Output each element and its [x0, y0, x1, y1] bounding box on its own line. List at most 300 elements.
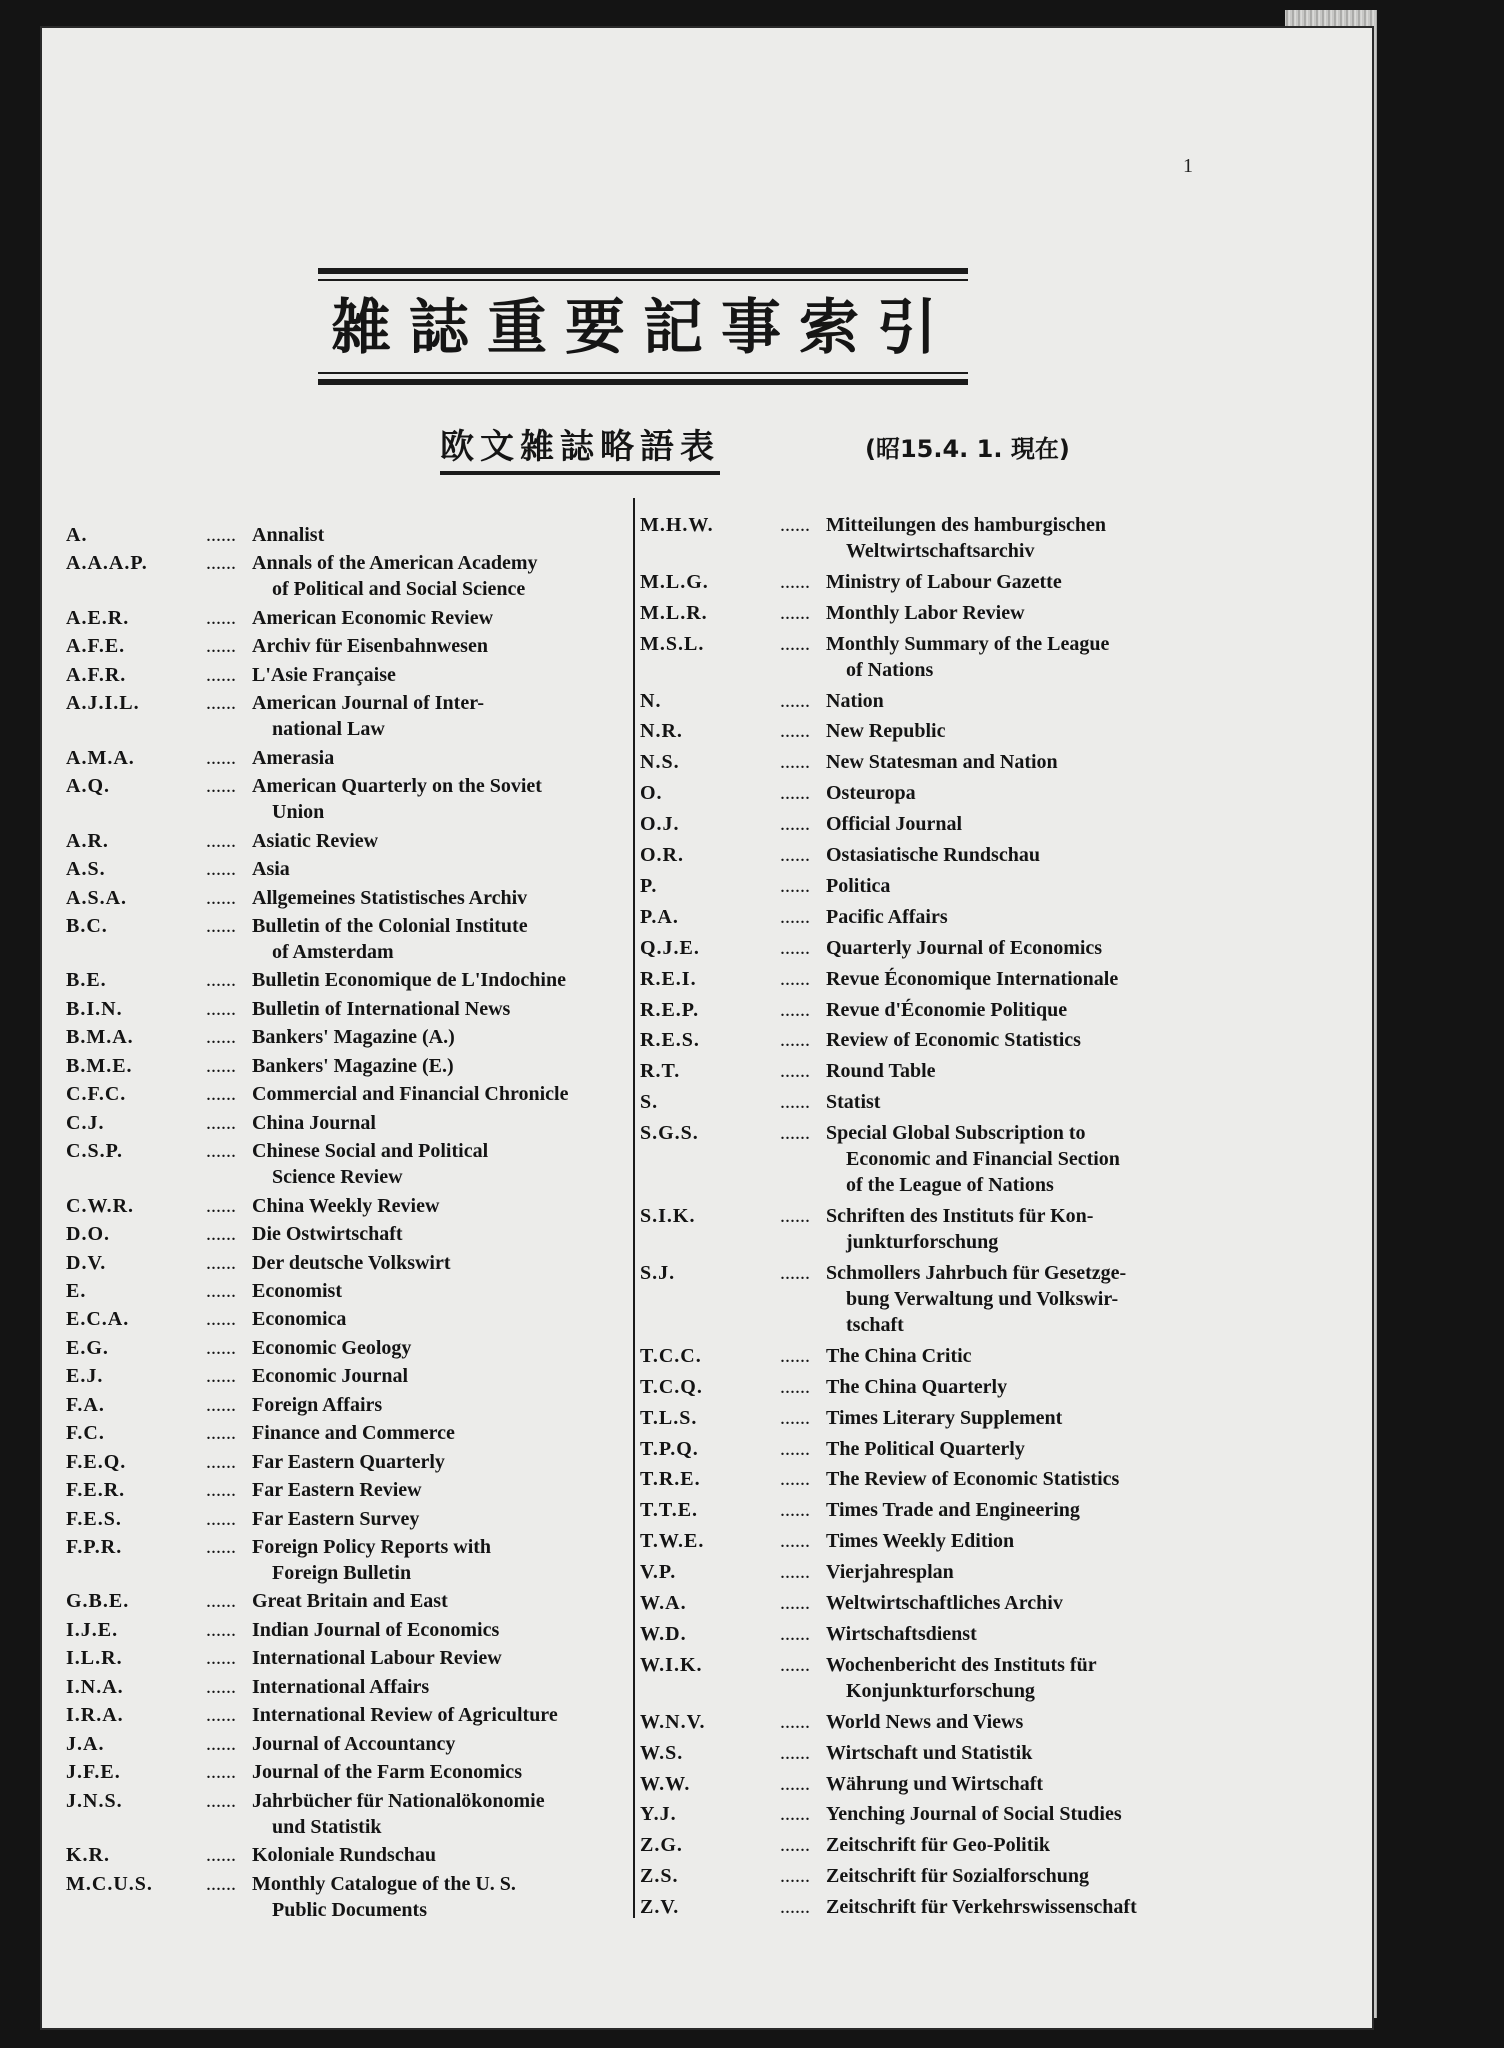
abbreviation-entry [66, 633, 634, 659]
journal-full-title: Annalist [252, 524, 325, 546]
abbreviation-entry [66, 773, 634, 825]
journal-full-title: Official Journal [826, 813, 963, 835]
abbreviation-entry [640, 1260, 1240, 1338]
leader-dots: ...... [206, 1252, 236, 1274]
abbreviation-entry [66, 1110, 634, 1136]
leader-dots: ...... [206, 1308, 236, 1330]
abbreviation-entry [66, 550, 634, 602]
abbreviation-code: T.W.E. [640, 1530, 705, 1552]
journal-full-title: Vierjahresplan [826, 1561, 954, 1583]
abbreviation-code: A.S. [66, 858, 106, 880]
abbreviation-code: S. [640, 1091, 659, 1113]
leader-dots: ...... [780, 751, 810, 773]
abbreviation-code: O.J. [640, 813, 680, 835]
leader-dots: ...... [206, 1704, 236, 1726]
journal-full-title: Osteuropa [826, 782, 916, 804]
journal-full-title: Bulletin Economique de L'Indochine [252, 969, 566, 991]
abbreviation-entry [66, 913, 634, 965]
leader-dots: ...... [780, 1345, 810, 1367]
journal-full-title: Zeitschrift für Sozialforschung [826, 1865, 1089, 1887]
leader-dots: ...... [780, 1060, 810, 1082]
abbreviation-code: O.R. [640, 844, 684, 866]
leader-dots: ...... [206, 1733, 236, 1755]
abbreviation-entry [66, 828, 634, 854]
journal-full-title: Monthly Catalogue of the U. S. Public Documents [252, 1873, 516, 1921]
leader-dots: ...... [780, 1623, 810, 1645]
abbreviation-entry [640, 569, 1240, 595]
leader-dots: ...... [206, 1280, 236, 1302]
leader-dots: ...... [206, 1026, 236, 1048]
journal-full-title: Wochenbericht des Instituts für Konjunkturforschung [826, 1654, 1097, 1702]
leader-dots: ...... [780, 1742, 810, 1764]
leader-dots: ...... [206, 775, 236, 797]
abbreviation-code: M.L.R. [640, 602, 708, 624]
leader-dots: ...... [206, 1365, 236, 1387]
abbreviation-code: S.G.S. [640, 1122, 699, 1144]
abbreviation-entry [66, 605, 634, 631]
abbreviation-entry [640, 1343, 1240, 1369]
journal-full-title: Journal of Accountancy [252, 1733, 456, 1755]
abbreviation-entry [640, 1740, 1240, 1766]
abbreviation-code: T.C.C. [640, 1345, 702, 1367]
abbreviation-code: I.J.E. [66, 1619, 119, 1641]
leader-dots: ...... [780, 813, 810, 835]
abbreviation-entry [66, 522, 634, 548]
leader-dots: ...... [206, 830, 236, 852]
journal-full-title: Schriften des Instituts für Kon- junkturforschung [826, 1205, 1094, 1253]
abbreviation-code: E. [66, 1280, 87, 1302]
abbreviation-entry [66, 1506, 634, 1532]
journal-full-title: Bankers' Magazine (E.) [252, 1055, 454, 1077]
abbreviation-entry [640, 811, 1240, 837]
leader-dots: ...... [780, 1091, 810, 1113]
leader-dots: ...... [206, 1873, 236, 1895]
abbreviation-entry [640, 1497, 1240, 1523]
abbreviation-code: D.O. [66, 1223, 110, 1245]
page-number: 1 [1183, 155, 1193, 177]
abbreviation-code: R.E.I. [640, 968, 697, 990]
abbreviation-code: A. [66, 524, 88, 546]
abbreviation-entry [640, 842, 1240, 868]
leader-dots: ...... [206, 1590, 236, 1612]
abbreviation-entry [640, 1027, 1240, 1053]
abbreviation-entry [66, 662, 634, 688]
abbreviation-entry [66, 1335, 634, 1361]
abbreviation-entry [66, 1534, 634, 1586]
abbreviation-code: R.E.P. [640, 999, 700, 1021]
journal-full-title: Annals of the American Academy of Political and Social Science [252, 552, 538, 600]
leader-dots: ...... [206, 607, 236, 629]
abbreviation-entry [640, 1058, 1240, 1084]
abbreviation-entry [640, 873, 1240, 899]
abbreviation-code: A.R. [66, 830, 109, 852]
abbreviation-code: W.D. [640, 1623, 687, 1645]
leader-dots: ...... [206, 887, 236, 909]
leader-dots: ...... [206, 1790, 236, 1812]
journal-full-title: Monthly Summary of the League of Nations [826, 633, 1110, 681]
journal-full-title: Politica [826, 875, 891, 897]
abbreviation-entry [640, 1832, 1240, 1858]
abbreviation-entry [66, 1420, 634, 1446]
leader-dots: ...... [780, 1122, 810, 1144]
journal-full-title: New Republic [826, 720, 946, 742]
abbreviation-entry [66, 1842, 634, 1868]
leader-dots: ...... [206, 552, 236, 574]
journal-full-title: Times Weekly Edition [826, 1530, 1015, 1552]
journal-full-title: Yenching Journal of Social Studies [826, 1803, 1122, 1825]
abbreviation-entry [640, 1709, 1240, 1735]
abbreviation-entry [640, 1528, 1240, 1554]
journal-full-title: Times Trade and Engineering [826, 1499, 1080, 1521]
abbreviation-entry [640, 1405, 1240, 1431]
journal-full-title: Asiatic Review [252, 830, 379, 852]
abbreviation-code: F.E.Q. [66, 1451, 127, 1473]
journal-full-title: Commercial and Financial Chronicle [252, 1083, 569, 1105]
abbreviation-code: F.P.R. [66, 1536, 123, 1558]
abbreviation-code: W.N.V. [640, 1711, 706, 1733]
journal-full-title: Finance and Commerce [252, 1422, 455, 1444]
abbreviation-entry [640, 718, 1240, 744]
leader-dots: ...... [780, 1803, 810, 1825]
abbreviation-code: T.C.Q. [640, 1376, 703, 1398]
title-rule-bottom [318, 372, 968, 385]
abbreviation-code: B.C. [66, 915, 108, 937]
abbreviation-entry [640, 1374, 1240, 1400]
leader-dots: ...... [206, 1508, 236, 1530]
journal-full-title: Allgemeines Statistisches Archiv [252, 887, 528, 909]
abbreviation-entry [640, 1894, 1240, 1920]
leader-dots: ...... [780, 1205, 810, 1227]
leader-dots: ...... [780, 1834, 810, 1856]
abbreviation-code: E.J. [66, 1365, 104, 1387]
leader-dots: ...... [780, 1499, 810, 1521]
abbreviation-code: T.T.E. [640, 1499, 699, 1521]
leader-dots: ...... [206, 915, 236, 937]
abbreviation-entry [640, 1466, 1240, 1492]
leader-dots: ...... [206, 524, 236, 546]
subtitle: 欧文雑誌略語表 [440, 425, 720, 475]
leader-dots: ...... [206, 1479, 236, 1501]
abbreviation-entry [66, 967, 634, 993]
leader-dots: ...... [206, 1083, 236, 1105]
main-title: 雑誌重要記事索引 [331, 293, 955, 363]
abbreviation-entry [66, 1278, 634, 1304]
abbreviation-entry [66, 996, 634, 1022]
journal-full-title: International Affairs [252, 1676, 430, 1698]
abbreviation-entry [66, 1788, 634, 1840]
journal-full-title: Economic Journal [252, 1365, 409, 1387]
abbreviation-entry [66, 1588, 634, 1614]
abbreviation-code: I.N.A. [66, 1676, 124, 1698]
abbreviation-entry [66, 1081, 634, 1107]
abbreviation-code: A.E.R. [66, 607, 130, 629]
abbreviation-code: I.R.A. [66, 1704, 124, 1726]
leader-dots: ...... [206, 635, 236, 657]
abbreviation-entry [640, 1863, 1240, 1889]
abbreviation-code: V.P. [640, 1561, 677, 1583]
journal-full-title: Der deutsche Volkswirt [252, 1252, 451, 1274]
abbreviation-entry [640, 904, 1240, 930]
leader-dots: ...... [780, 1438, 810, 1460]
rule-thick [318, 379, 968, 385]
journal-full-title: Far Eastern Review [252, 1479, 422, 1501]
abbreviation-entry [640, 1771, 1240, 1797]
journal-full-title: Great Britain and East [252, 1590, 448, 1612]
abbreviation-code: B.M.A. [66, 1026, 134, 1048]
abbreviation-entry [640, 780, 1240, 806]
abbreviation-code: F.E.R. [66, 1479, 126, 1501]
journal-full-title: International Labour Review [252, 1647, 502, 1669]
journal-full-title: Wirtschaftsdienst [826, 1623, 977, 1645]
journal-full-title: Zeitschrift für Geo-Politik [826, 1834, 1051, 1856]
journal-full-title: Pacific Affairs [826, 906, 948, 928]
abbreviation-code: M.L.G. [640, 571, 709, 593]
abbreviation-code: O. [640, 782, 663, 804]
abbreviation-entry [640, 1559, 1240, 1585]
abbreviation-code: R.T. [640, 1060, 681, 1082]
journal-full-title: Monthly Labor Review [826, 602, 1025, 624]
abbreviation-code: Z.V. [640, 1896, 680, 1918]
journal-full-title: Quarterly Journal of Economics [826, 937, 1103, 959]
journal-full-title: Weltwirtschaftliches Archiv [826, 1592, 1063, 1614]
abbreviation-code: A.A.A.P. [66, 552, 148, 574]
abbreviation-code: Q.J.E. [640, 937, 700, 959]
leader-dots: ...... [780, 690, 810, 712]
leader-dots: ...... [780, 1865, 810, 1887]
journal-full-title: Economist [252, 1280, 342, 1302]
leader-dots: ...... [780, 1376, 810, 1398]
abbreviation-code: Z.S. [640, 1865, 679, 1887]
abbreviation-entry [66, 1250, 634, 1276]
abbreviation-code: A.S.A. [66, 887, 128, 909]
abbreviation-code: B.M.E. [66, 1055, 133, 1077]
leader-dots: ...... [780, 514, 810, 536]
leader-dots: ...... [780, 1592, 810, 1614]
abbreviation-code: N.S. [640, 751, 680, 773]
abbreviation-entry [66, 1645, 634, 1671]
journal-full-title: Economic Geology [252, 1337, 412, 1359]
abbreviation-entry [66, 885, 634, 911]
abbreviation-entry [66, 1477, 634, 1503]
leader-dots: ...... [206, 1140, 236, 1162]
leader-dots: ...... [206, 1451, 236, 1473]
journal-full-title: The Review of Economic Statistics [826, 1468, 1120, 1490]
abbreviation-entry [640, 997, 1240, 1023]
leader-dots: ...... [206, 1055, 236, 1077]
journal-full-title: Mitteilungen des hamburgischen Weltwirtschaftsarchiv [826, 514, 1107, 562]
abbreviation-code: E.C.A. [66, 1308, 130, 1330]
leader-dots: ...... [206, 858, 236, 880]
leader-dots: ...... [780, 937, 810, 959]
abbreviation-code: T.R.E. [640, 1468, 701, 1490]
rule-thin [318, 372, 968, 374]
abbreviation-code: A.M.A. [66, 747, 135, 769]
journal-full-title: The China Quarterly [826, 1376, 1008, 1398]
journal-full-title: Revue Économique Internationale [826, 968, 1119, 990]
leader-dots: ...... [780, 875, 810, 897]
journal-full-title: Far Eastern Quarterly [252, 1451, 445, 1473]
abbreviation-entry [66, 1731, 634, 1757]
abbreviation-entry [66, 856, 634, 882]
journal-full-title: Bulletin of the Colonial Institute of Amsterdam [252, 915, 528, 963]
journal-full-title: Journal of the Farm Economics [252, 1761, 522, 1783]
abbreviation-code: T.P.Q. [640, 1438, 699, 1460]
abbreviation-entry [66, 1617, 634, 1643]
leader-dots: ...... [206, 1844, 236, 1866]
journal-full-title: Koloniale Rundschau [252, 1844, 436, 1866]
journal-full-title: American Journal of Inter- national Law [252, 692, 484, 740]
abbreviation-code: W.S. [640, 1742, 684, 1764]
abbreviation-code: G.B.E. [66, 1590, 130, 1612]
journal-full-title: Special Global Subscription to Economic and Financial Section of the League of Nations [826, 1122, 1120, 1196]
leader-dots: ...... [206, 1337, 236, 1359]
journal-full-title: Schmollers Jahrbuch für Gesetzge- bung Verwaltung und Volkswir- tschaft [826, 1262, 1127, 1336]
journal-full-title: Indian Journal of Economics [252, 1619, 500, 1641]
abbreviation-code: F.A. [66, 1394, 105, 1416]
leader-dots: ...... [206, 1195, 236, 1217]
journal-full-title: China Journal [252, 1112, 376, 1134]
leader-dots: ...... [780, 1896, 810, 1918]
leader-dots: ...... [780, 1561, 810, 1583]
leader-dots: ...... [206, 1112, 236, 1134]
abbreviation-code: P. [640, 875, 658, 897]
abbreviation-code: C.S.P. [66, 1140, 123, 1162]
abbreviation-code: E.G. [66, 1337, 109, 1359]
leader-dots: ...... [780, 1029, 810, 1051]
abbreviation-code: B.E. [66, 969, 107, 991]
abbreviation-entry [640, 1436, 1240, 1462]
leader-dots: ...... [780, 1407, 810, 1429]
leader-dots: ...... [780, 1530, 810, 1552]
abbreviation-entry [66, 745, 634, 771]
date-note: (昭15.4. 1. 現在) [865, 435, 1070, 463]
abbreviation-code: T.L.S. [640, 1407, 698, 1429]
abbreviation-code: A.J.I.L. [66, 692, 140, 714]
rule-thin [318, 279, 968, 281]
abbreviation-entry [66, 1024, 634, 1050]
rule-thick [318, 268, 968, 274]
leader-dots: ...... [780, 999, 810, 1021]
abbreviation-entry [640, 1652, 1240, 1704]
journal-full-title: Amerasia [252, 747, 335, 769]
journal-full-title: Bulletin of International News [252, 998, 511, 1020]
abbreviation-code: Z.G. [640, 1834, 683, 1856]
journal-full-title: Ostasiatische Rundschau [826, 844, 1040, 866]
abbreviation-code: B.I.N. [66, 998, 123, 1020]
abbreviation-code: F.C. [66, 1422, 105, 1444]
leader-dots: ...... [206, 969, 236, 991]
abbreviation-code: P.A. [640, 906, 679, 928]
leader-dots: ...... [206, 1676, 236, 1698]
journal-full-title: New Statesman and Nation [826, 751, 1058, 773]
leader-dots: ...... [780, 1262, 810, 1284]
abbreviation-entry [66, 1871, 634, 1923]
abbreviation-entry [640, 1621, 1240, 1647]
abbreviation-code: M.S.L. [640, 633, 705, 655]
abbreviation-entry [66, 690, 634, 742]
leader-dots: ...... [206, 1761, 236, 1783]
leader-dots: ...... [780, 968, 810, 990]
abbreviation-code: M.H.W. [640, 514, 714, 536]
journal-full-title: Jahrbücher für Nationalökonomie und Statistik [252, 1790, 545, 1838]
journal-full-title: Archiv für Eisenbahnwesen [252, 635, 488, 657]
abbreviation-entry [640, 1801, 1240, 1827]
abbreviation-code: N.R. [640, 720, 683, 742]
journal-full-title: Asia [252, 858, 290, 880]
journal-full-title: L'Asie Française [252, 664, 396, 686]
abbreviation-entry [66, 1449, 634, 1475]
journal-full-title: Ministry of Labour Gazette [826, 571, 1062, 593]
journal-full-title: Round Table [826, 1060, 936, 1082]
journal-full-title: Times Literary Supplement [826, 1407, 1063, 1429]
abbreviation-code: F.E.S. [66, 1508, 122, 1530]
leader-dots: ...... [206, 1619, 236, 1641]
leader-dots: ...... [780, 1468, 810, 1490]
abbreviation-code: J.F.E. [66, 1761, 121, 1783]
abbreviation-code: W.A. [640, 1592, 687, 1614]
abbreviation-entry [66, 1053, 634, 1079]
journal-full-title: Far Eastern Survey [252, 1508, 420, 1530]
abbreviation-entry [66, 1193, 634, 1219]
journal-full-title: Wirtschaft und Statistik [826, 1742, 1033, 1764]
leader-dots: ...... [206, 1647, 236, 1669]
abbreviation-code: A.Q. [66, 775, 110, 797]
abbreviation-entry [640, 1120, 1240, 1198]
abbreviation-code: K.R. [66, 1844, 110, 1866]
title-rule-top [318, 268, 968, 281]
leader-dots: ...... [206, 664, 236, 686]
leader-dots: ...... [780, 571, 810, 593]
abbreviation-entry [640, 935, 1240, 961]
abbreviation-code: R.E.S. [640, 1029, 700, 1051]
journal-full-title: Währung und Wirtschaft [826, 1773, 1044, 1795]
abbreviation-code: A.F.E. [66, 635, 126, 657]
abbreviation-entry [640, 749, 1240, 775]
abbreviation-entry [640, 1203, 1240, 1255]
leader-dots: ...... [780, 602, 810, 624]
abbreviation-code: S.I.K. [640, 1205, 696, 1227]
leader-dots: ...... [206, 1394, 236, 1416]
journal-full-title: Economica [252, 1308, 347, 1330]
leader-dots: ...... [206, 747, 236, 769]
journal-full-title: Zeitschrift für Verkehrswissenschaft [826, 1896, 1137, 1918]
abbreviation-entry [640, 966, 1240, 992]
journal-full-title: Die Ostwirtschaft [252, 1223, 403, 1245]
abbreviation-code: Y.J. [640, 1803, 677, 1825]
abbreviation-entry [640, 1089, 1240, 1115]
journal-full-title: International Review of Agriculture [252, 1704, 558, 1726]
abbreviation-entry [66, 1363, 634, 1389]
abbreviation-code: I.L.R. [66, 1647, 123, 1669]
abbreviation-code: J.N.S. [66, 1790, 123, 1812]
journal-full-title: Foreign Affairs [252, 1394, 383, 1416]
journal-full-title: China Weekly Review [252, 1195, 440, 1217]
leader-dots: ...... [206, 692, 236, 714]
abbreviation-code: A.F.R. [66, 664, 127, 686]
abbreviation-entry [640, 512, 1240, 564]
journal-full-title: Chinese Social and Political Science Review [252, 1140, 489, 1188]
leader-dots: ...... [780, 844, 810, 866]
journal-full-title: Revue d'Économie Politique [826, 999, 1068, 1021]
leader-dots: ...... [780, 1773, 810, 1795]
leader-dots: ...... [780, 1654, 810, 1676]
leader-dots: ...... [206, 1536, 236, 1558]
abbreviation-code: C.F.C. [66, 1083, 127, 1105]
journal-full-title: Nation [826, 690, 884, 712]
journal-full-title: American Economic Review [252, 607, 494, 629]
abbreviation-entry [66, 1306, 634, 1332]
abbreviation-entry [66, 1702, 634, 1728]
